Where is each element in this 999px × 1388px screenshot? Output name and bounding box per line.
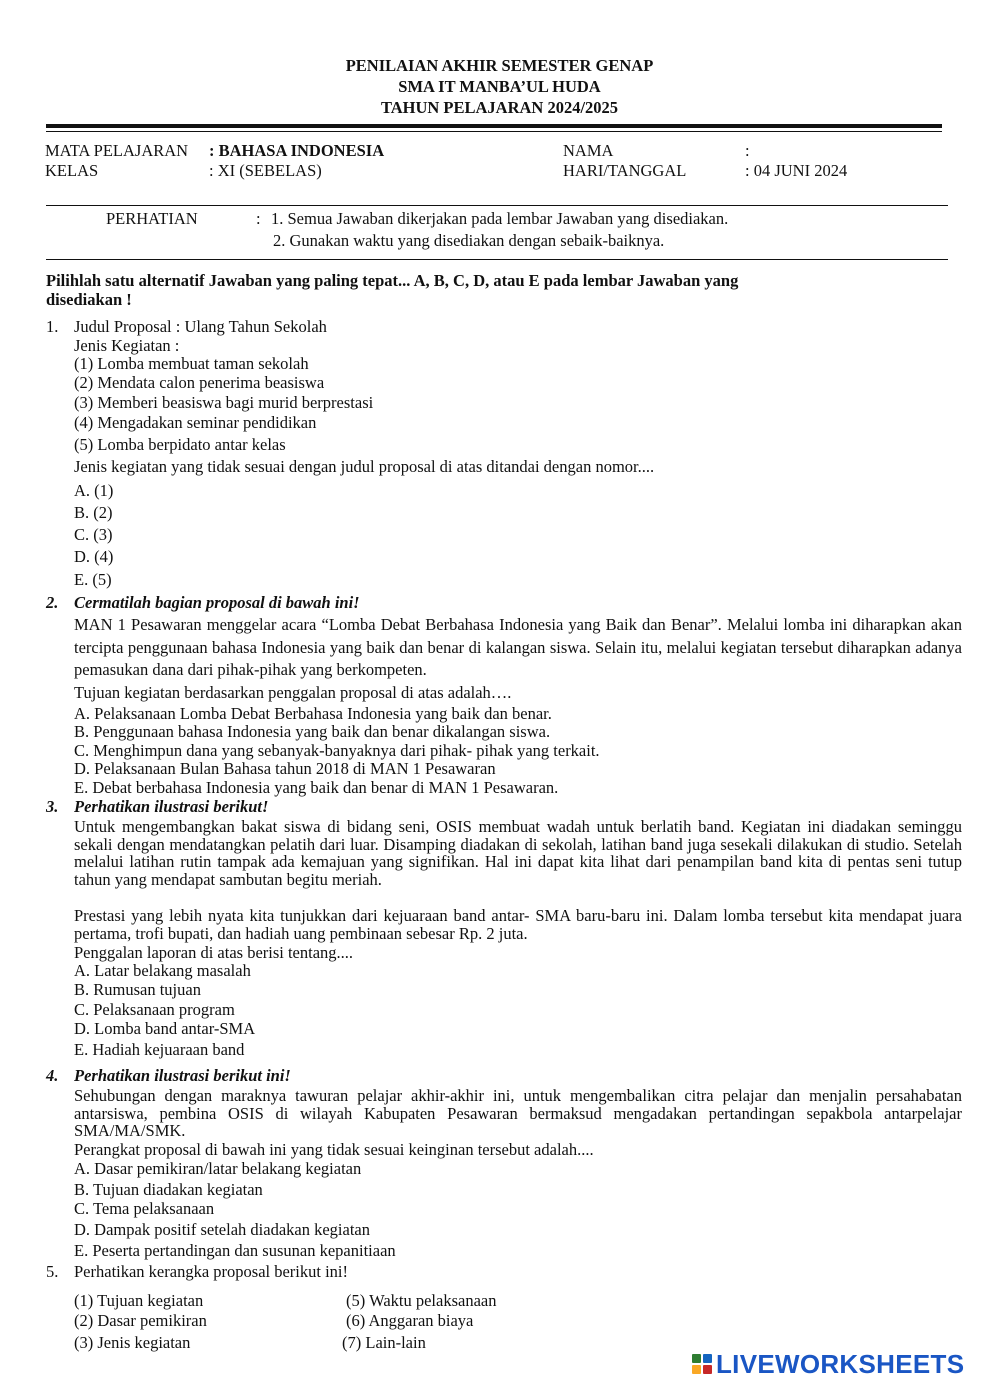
header-title-line1: PENILAIAN AKHIR SEMESTER GENAP <box>345 56 654 75</box>
watermark-text: LIVEWORKSHEETS <box>716 1348 965 1379</box>
q5-item-right: (7) Lain-lain <box>342 1333 426 1352</box>
mapel-value: : BAHASA INDONESIA <box>209 141 385 160</box>
q3-option-e[interactable]: E. Hadiah kejuaraan band <box>74 1040 245 1059</box>
q1-number: 1. <box>46 317 59 336</box>
q4-body: Sehubungan dengan maraknya tawuran pelajar akhir-akhir ini, untuk mengembalikan citra pelajar dan menjalin persahabatan antarsiswa, pembina OSIS di wilayah Kabupaten Pesawaran bermaksud mengadakan pertandingan sepakbola antarpelajar SMA/MA/SMK. <box>74 1086 962 1140</box>
hari-label: HARI/TANGGAL <box>563 161 687 180</box>
q4-option-d[interactable]: D. Dampak positif setelah diadakan kegiatan <box>74 1220 370 1239</box>
q5-item-right: (6) Anggaran biaya <box>346 1311 474 1330</box>
perhatian-bottom-rule <box>46 259 948 260</box>
kelas-label: KELAS <box>45 161 99 180</box>
q4-number: 4. <box>46 1066 59 1085</box>
header-academic-year: TAHUN PELAJARAN 2024/2025 <box>380 98 619 117</box>
instruction-line1: Pilihlah satu alternatif Jawaban yang paling tepat... A, B, C, D, atau E pada lembar Jawaban yang <box>46 271 739 290</box>
q4-option-c[interactable]: C. Tema pelaksanaan <box>74 1199 215 1218</box>
q5-item-left: (1) Tujuan kegiatan <box>74 1291 204 1310</box>
q2-title: Cermatilah bagian proposal di bawah ini! <box>74 593 360 612</box>
q5-item-right: (5) Waktu pelaksanaan <box>346 1291 497 1310</box>
q2-option-b[interactable]: B. Penggunaan bahasa Indonesia yang baik dan benar dikalangan siswa. <box>74 722 551 741</box>
liveworksheets-watermark[interactable] <box>692 1350 964 1378</box>
q3-option-a[interactable]: A. Latar belakang masalah <box>74 961 251 980</box>
hari-value: : 04 JUNI 2024 <box>745 161 848 180</box>
q4-option-a[interactable]: A. Dasar pemikiran/latar belakang kegiatan <box>74 1159 362 1178</box>
q3-body-paragraph-1: Untuk mengembangkan bakat siswa di bidang seni, OSIS membuat wadah untuk berlatih band. Kegiatan ini diadakan seminggu sekali dengan mendatangkan pelatih dari luar. Disamping diadakan di sekolah, latihan band juga sesekali dilakukan di studio. Setelah melalui latihan rutin tampak ada kemajuan yang signifikan. Hal ini dapat kita lihat dari penampilan band kita di pentas seni tutup tahun yang mendapat sambutan begitu meriah. <box>74 817 962 889</box>
nama-value: : <box>745 141 750 160</box>
q1-judul: Judul Proposal : Ulang Tahun Sekolah <box>74 317 327 336</box>
q2-option-c[interactable]: C. Menghimpun dana yang sebanyak-banyaknya dari pihak- pihak yang terkait. <box>74 741 600 760</box>
header-thin-rule <box>46 131 942 132</box>
q1-option-b[interactable]: B. (2) <box>74 503 113 522</box>
q1-option-e[interactable]: E. (5) <box>74 570 112 589</box>
logo-square <box>703 1365 712 1374</box>
q3-title: Perhatikan ilustrasi berikut! <box>74 797 269 816</box>
q3-body-paragraph-2: Prestasi yang lebih nyata kita tunjukkan dari kejuaraan band antar- SMA baru-baru ini. Dalam lomba tersebut kita mendapat juara pertama, trofi bupati, dan hadiah uang pembinaan sebesar Rp. 2 juta. <box>74 906 962 943</box>
q1-item: (1) Lomba membuat taman sekolah <box>74 354 309 373</box>
perhatian-label: PERHATIAN <box>106 209 198 228</box>
perhatian-item-2: 2. Gunakan waktu yang disediakan dengan sebaik-baiknya. <box>273 231 665 250</box>
q5-item-left: (2) Dasar pemikiran <box>74 1311 207 1330</box>
q4-title: Perhatikan ilustrasi berikut ini! <box>74 1066 291 1085</box>
q1-question: Jenis kegiatan yang tidak sesuai dengan judul proposal di atas ditandai dengan nomor.... <box>74 457 655 476</box>
q5-item-left: (3) Jenis kegiatan <box>74 1333 191 1352</box>
logo-square <box>692 1365 701 1374</box>
instruction-line2: disediakan ! <box>46 290 132 309</box>
q3-question: Penggalan laporan di atas berisi tentang.... <box>74 943 354 962</box>
logo-square <box>703 1354 712 1363</box>
q3-number: 3. <box>46 797 59 816</box>
q1-item: (4) Mengadakan seminar pendidikan <box>74 413 317 432</box>
q5-title: Perhatikan kerangka proposal berikut ini! <box>74 1262 348 1281</box>
kelas-value: : XI (SEBELAS) <box>209 161 322 180</box>
q2-number: 2. <box>46 593 59 612</box>
header-thick-rule <box>46 124 942 128</box>
q4-question: Perangkat proposal di bawah ini yang tidak sesuai keinginan tersebut adalah.... <box>74 1140 594 1159</box>
q2-question: Tujuan kegiatan berdasarkan penggalan proposal di atas adalah…. <box>74 683 512 702</box>
nama-label: NAMA <box>563 141 614 160</box>
mapel-label: MATA PELAJARAN <box>45 141 189 160</box>
perhatian-top-rule <box>46 205 948 206</box>
q1-option-c[interactable]: C. (3) <box>74 525 113 544</box>
q3-option-c[interactable]: C. Pelaksanaan program <box>74 1000 235 1019</box>
q3-option-b[interactable]: B. Rumusan tujuan <box>74 980 201 999</box>
q2-body: MAN 1 Pesawaran menggelar acara “Lomba Debat Berbahasa Indonesia yang Baik dan Benar”. Melalui lomba ini diharapkan akan tercipta penggunaan bahasa Indonesia yang baik dan benar di kalangan siswa. Selain itu, melalui kegiatan tersebut diharapkan adanya pemasukan dana dari pihak-pihak yang berkompeten. <box>74 615 962 679</box>
q1-option-a[interactable]: A. (1) <box>74 481 114 500</box>
liveworksheets-logo-icon <box>692 1354 712 1374</box>
q1-item: (2) Mendata calon penerima beasiswa <box>74 373 325 392</box>
q1-item: (3) Memberi beasiswa bagi murid berprestasi <box>74 393 374 412</box>
q1-item: (5) Lomba berpidato antar kelas <box>74 435 286 454</box>
q2-option-e[interactable]: E. Debat berbahasa Indonesia yang baik dan benar di MAN 1 Pesawaran. <box>74 778 559 797</box>
q1-jenis: Jenis Kegiatan : <box>74 336 180 355</box>
q4-option-e[interactable]: E. Peserta pertandingan dan susunan kepanitiaan <box>74 1241 396 1260</box>
q5-number: 5. <box>46 1262 59 1281</box>
perhatian-item-1: 1. Semua Jawaban dikerjakan pada lembar Jawaban yang disediakan. <box>271 209 729 228</box>
q3-option-d[interactable]: D. Lomba band antar-SMA <box>74 1019 256 1038</box>
q1-option-d[interactable]: D. (4) <box>74 547 114 566</box>
q4-option-b[interactable]: B. Tujuan diadakan kegiatan <box>74 1180 263 1199</box>
q2-option-d[interactable]: D. Pelaksanaan Bulan Bahasa tahun 2018 di MAN 1 Pesawaran <box>74 759 496 778</box>
logo-square <box>692 1354 701 1363</box>
header-school-name: SMA IT MANBA’UL HUDA <box>398 77 601 96</box>
q2-option-a[interactable]: A. Pelaksanaan Lomba Debat Berbahasa Indonesia yang baik dan benar. <box>74 704 552 723</box>
perhatian-colon: : <box>256 209 261 228</box>
